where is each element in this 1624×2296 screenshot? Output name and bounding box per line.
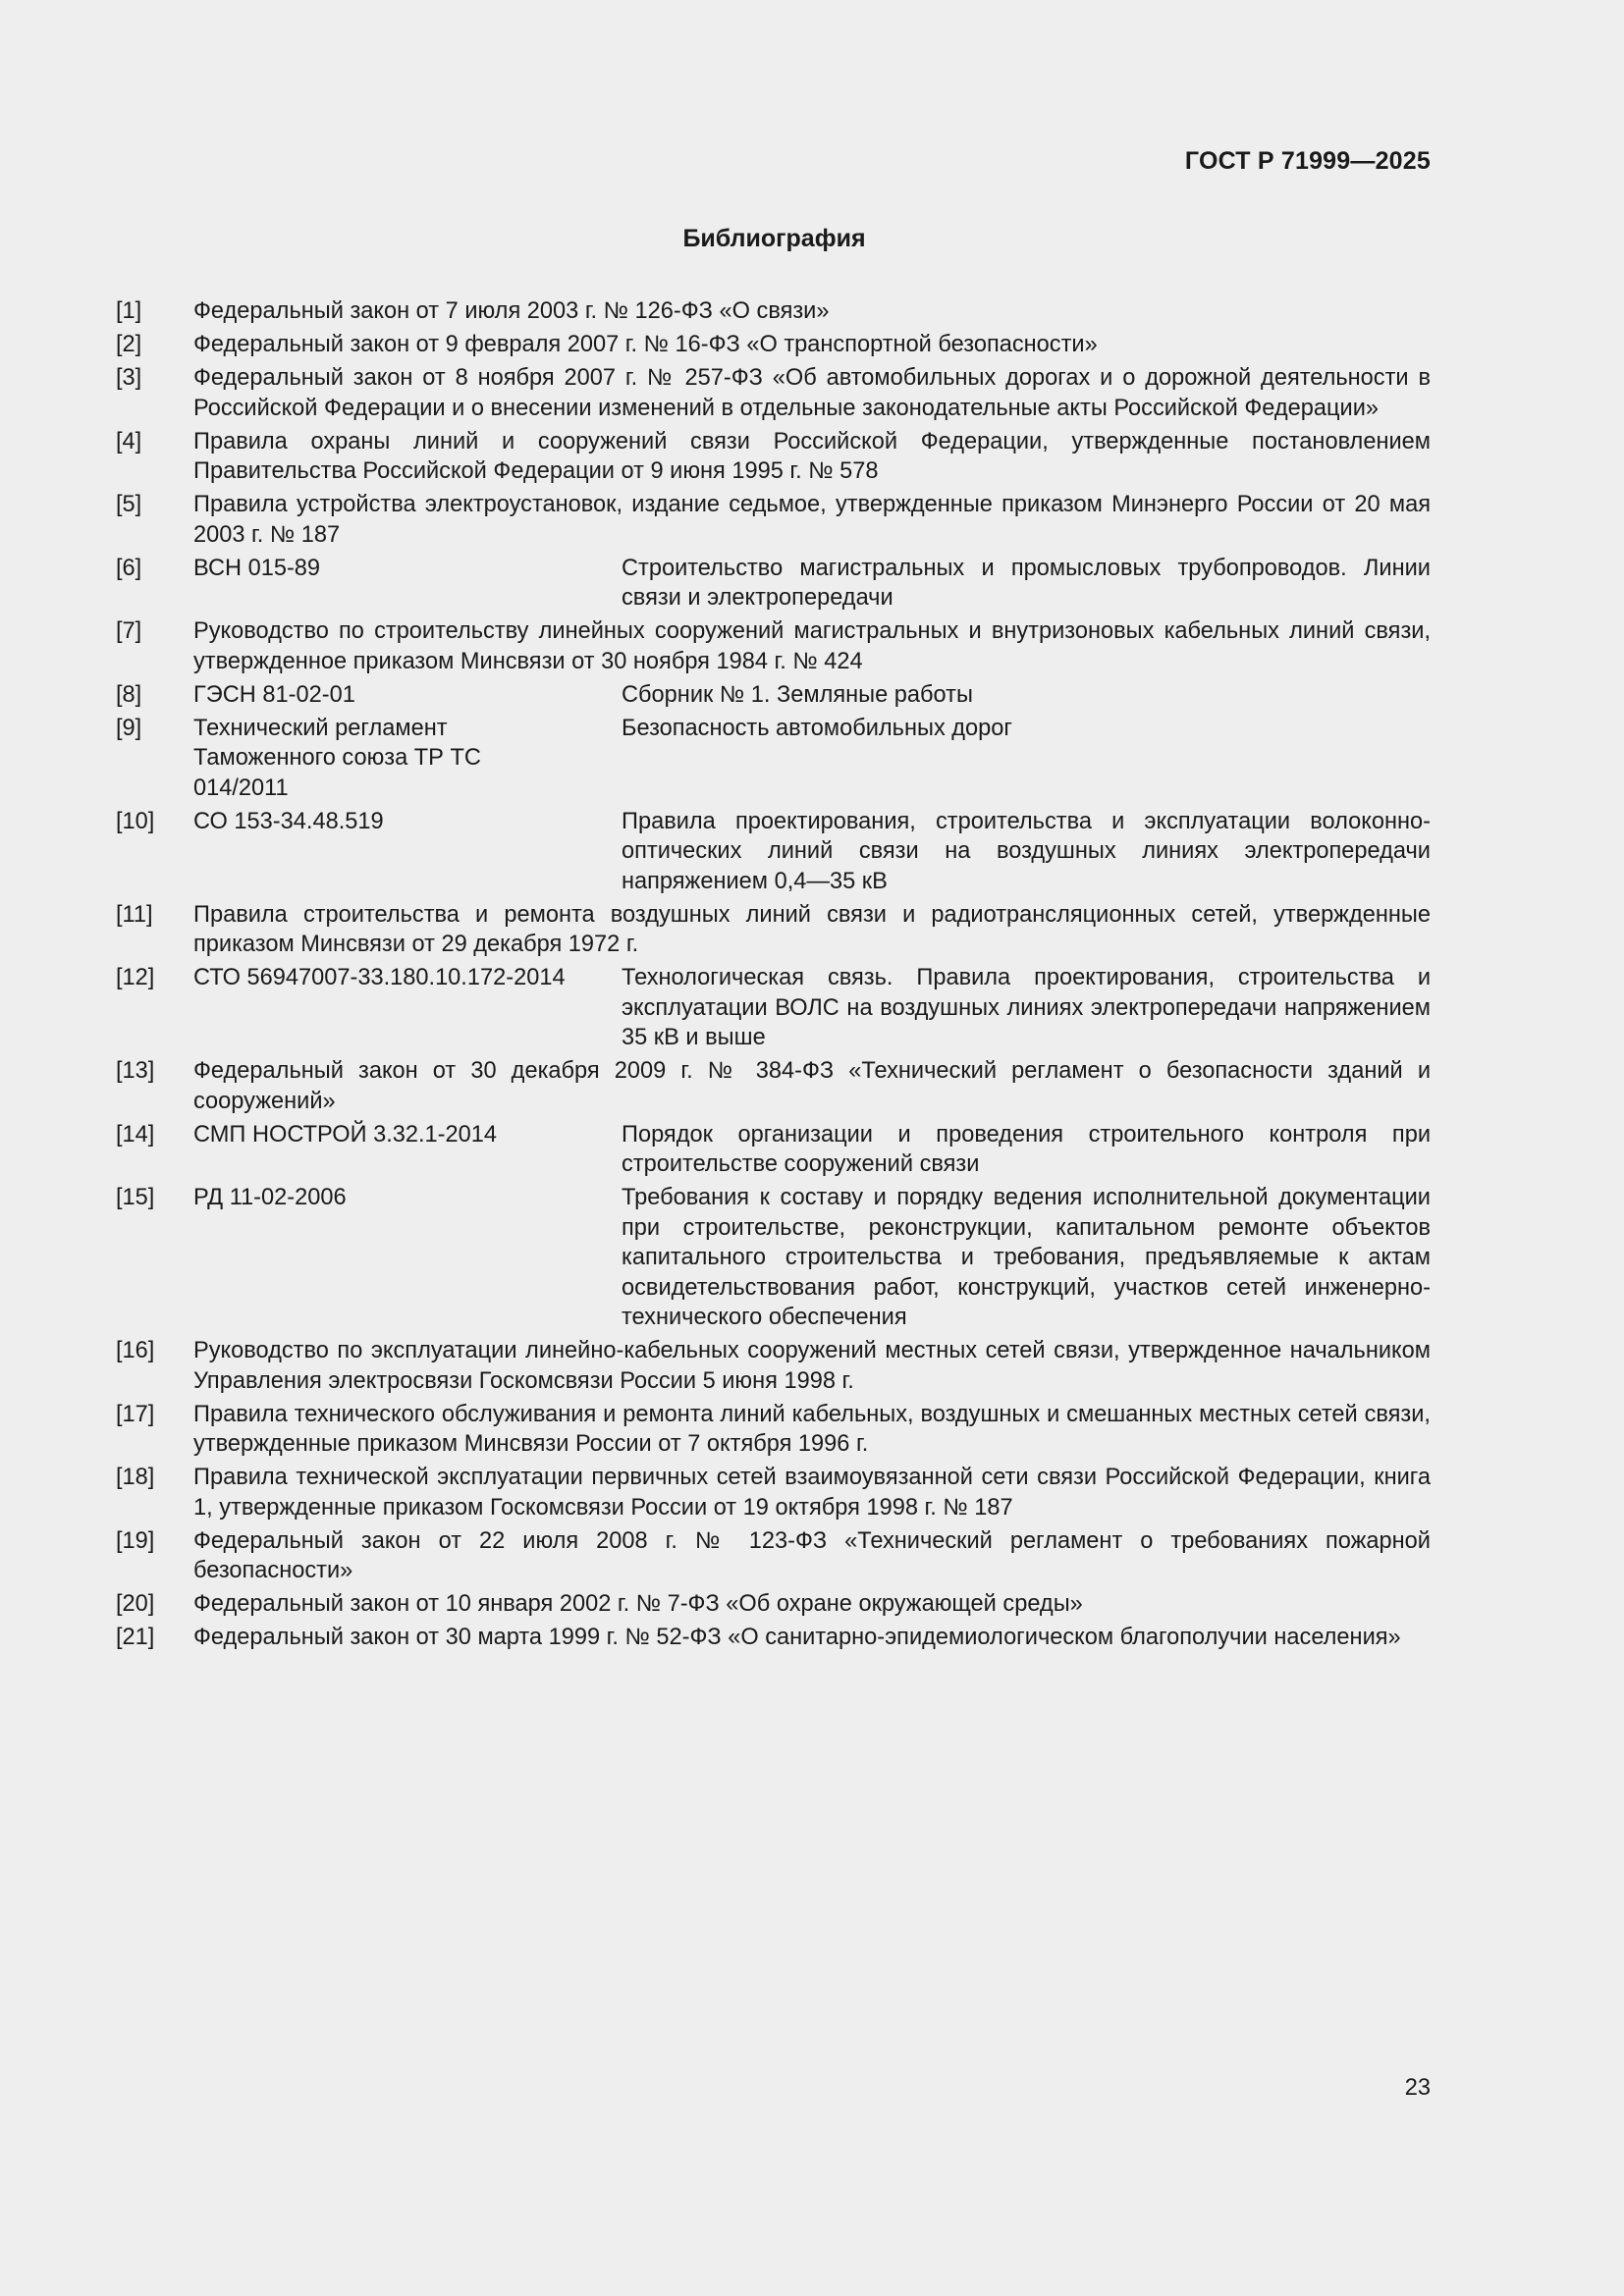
entry-designation: ГЭСН 81-02-01 <box>193 681 355 708</box>
entry-number: [17] <box>116 1401 155 1427</box>
bibliography-entry-14 <box>116 1120 1431 1180</box>
entry-number: [19] <box>116 1527 155 1554</box>
entry-text: Федеральный закон от 7 июля 2003 г. № 126-ФЗ «О связи» <box>193 298 830 324</box>
entry-number: [13] <box>116 1058 155 1084</box>
entry-text: Федеральный закон от 22 июля 2008 г. № 123-ФЗ «Технический регламент о требованиях пожарной безопасности» <box>193 1527 1431 1583</box>
entry-designation: РД 11-02-2006 <box>193 1185 347 1210</box>
entry-designation: Технический регламент Таможенного союза ТР ТС 014/2011 <box>193 715 481 801</box>
entry-number: [2] <box>116 332 142 357</box>
bibliography-entry-12 <box>116 963 1431 1053</box>
entry-title: Сборник № 1. Земляные работы <box>622 681 973 708</box>
document-code: ГОСТ Р 71999—2025 <box>1184 147 1431 175</box>
entry-text: Правила охраны линий и сооружений связи Российской Федерации, утвержденные постановлением Правительства Российской Федерации от 9 июня 1995 г. № 578 <box>193 428 1431 484</box>
bibliography-entry-18 <box>116 1463 1431 1522</box>
entry-text: Федеральный закон от 8 ноября 2007 г. № 257-ФЗ «Об автомобильных дорогах и о дорожной деятельности в Российской Федерации и о внесении изменений в отдельные законодательные акты Российской Федерации» <box>193 365 1431 421</box>
entry-number: [11] <box>116 901 153 928</box>
entry-number: [9] <box>116 715 142 741</box>
entry-text: Руководство по эксплуатации линейно-кабельных сооружений местных сетей связи, утвержденное начальником Управления электросвязи Госкомсвязи России 5 июня 1998 г. <box>193 1338 1431 1394</box>
bibliography-entry-16 <box>116 1336 1431 1396</box>
entry-title: Безопасность автомобильных дорог <box>622 715 1013 741</box>
bibliography-entry-3 <box>116 363 1431 423</box>
entry-number: [6] <box>116 555 142 581</box>
bibliography-entry-10 <box>116 807 1431 897</box>
bibliography-entry-17 <box>116 1400 1431 1460</box>
entry-number: [16] <box>116 1338 155 1363</box>
entry-designation: СТО 56947007-33.180.10.172-2014 <box>193 965 566 990</box>
bibliography-entry-11 <box>116 900 1431 960</box>
entry-title: Технологическая связь. Правила проектирования, строительства и эксплуатации ВОЛС на воздушных линиях электропередачи напряжением 35 кВ и выше <box>622 965 1431 1050</box>
bibliography-entry-21 <box>116 1623 1431 1653</box>
bibliography-entry-4 <box>116 427 1431 487</box>
bibliography-entry-6 <box>116 554 1431 614</box>
entry-text: Правила технического обслуживания и ремонта линий кабельных, воздушных и смешанных местных сетей связи, утвержденные приказом Минсвязи России от 7 октября 1996 г. <box>193 1401 1431 1457</box>
bibliography-entry-8 <box>116 680 1431 711</box>
entry-number: [3] <box>116 365 142 391</box>
entry-number: [8] <box>116 681 142 708</box>
bibliography-entry-1 <box>116 296 1431 327</box>
entry-text: Федеральный закон от 9 февраля 2007 г. № 16-ФЗ «О транспортной безопасности» <box>193 332 1098 357</box>
entry-number: [5] <box>116 492 142 517</box>
entry-text: Федеральный закон от 10 января 2002 г. № 7-ФЗ «Об охране окружающей среды» <box>193 1591 1083 1617</box>
bibliography-entry-19 <box>116 1526 1431 1586</box>
entry-number: [20] <box>116 1591 155 1617</box>
entry-number: [7] <box>116 618 142 644</box>
bibliography-entry-15 <box>116 1183 1431 1333</box>
entry-title: Правила проектирования, строительства и эксплуатации волоконно-оптических линий связи на воздушных линиях электропередачи напряжением 0,4—35 кВ <box>622 808 1431 894</box>
entry-text: Федеральный закон от 30 марта 1999 г. № 52-ФЗ «О санитарно-эпидемиологическом благополучии населения» <box>193 1625 1401 1650</box>
entry-number: [10] <box>116 808 155 834</box>
entry-number: [12] <box>116 965 155 990</box>
bibliography-entry-13 <box>116 1056 1431 1116</box>
bibliography-entry-20 <box>116 1589 1431 1620</box>
entry-number: [14] <box>116 1121 155 1148</box>
entry-text: Федеральный закон от 30 декабря 2009 г. № 384-ФЗ «Технический регламент о безопасности зданий и сооружений» <box>193 1058 1431 1114</box>
entry-title: Порядок организации и проведения строительного контроля при строительстве сооружений связи <box>622 1121 1431 1177</box>
entry-designation: ВСН 015-89 <box>193 555 321 581</box>
bibliography-entry-9 <box>116 714 1431 804</box>
entry-number: [21] <box>116 1625 155 1650</box>
bibliography-entry-5 <box>116 490 1431 550</box>
entry-designation: СО 153-34.48.519 <box>193 808 384 834</box>
entry-text: Правила устройства электроустановок, издание седьмое, утвержденные приказом Минэнерго России от 20 мая 2003 г. № 187 <box>193 492 1431 548</box>
page-number: 23 <box>1404 2075 1431 2101</box>
bibliography-list <box>116 296 1431 1656</box>
entry-number: [18] <box>116 1465 155 1490</box>
entry-number: [4] <box>116 428 142 454</box>
entry-designation: СМП НОСТРОЙ 3.32.1-2014 <box>193 1121 498 1148</box>
entry-title: Требования к составу и порядку ведения исполнительной документации при строительстве, реконструкции, капитальном ремонте объектов капитального строительства и требования, предъявляемые к актам освидетельствования работ, конструкций, участков сетей инженерно-технического обеспечения <box>622 1185 1431 1330</box>
entry-title: Строительство магистральных и промысловых трубопроводов. Линии связи и электропередачи <box>622 555 1431 611</box>
page-title: Библиография <box>682 225 866 252</box>
entry-number: [15] <box>116 1185 155 1210</box>
bibliography-entry-2 <box>116 330 1431 360</box>
entry-text: Правила технической эксплуатации первичных сетей взаимоувязанной сети связи Российской Федерации, книга 1, утвержденные приказом Госкомсвязи России от 19 октября 1998 г. № 187 <box>193 1465 1431 1521</box>
entry-number: [1] <box>116 298 142 324</box>
bibliography-entry-7 <box>116 616 1431 676</box>
entry-text: Руководство по строительству линейных сооружений магистральных и внутризоновых кабельных линий связи, утвержденное приказом Минсвязи от 30 ноября 1984 г. № 424 <box>193 618 1431 674</box>
entry-text: Правила строительства и ремонта воздушных линий связи и радиотрансляционных сетей, утвержденные приказом Минсвязи от 29 декабря 1972 г. <box>193 901 1431 957</box>
